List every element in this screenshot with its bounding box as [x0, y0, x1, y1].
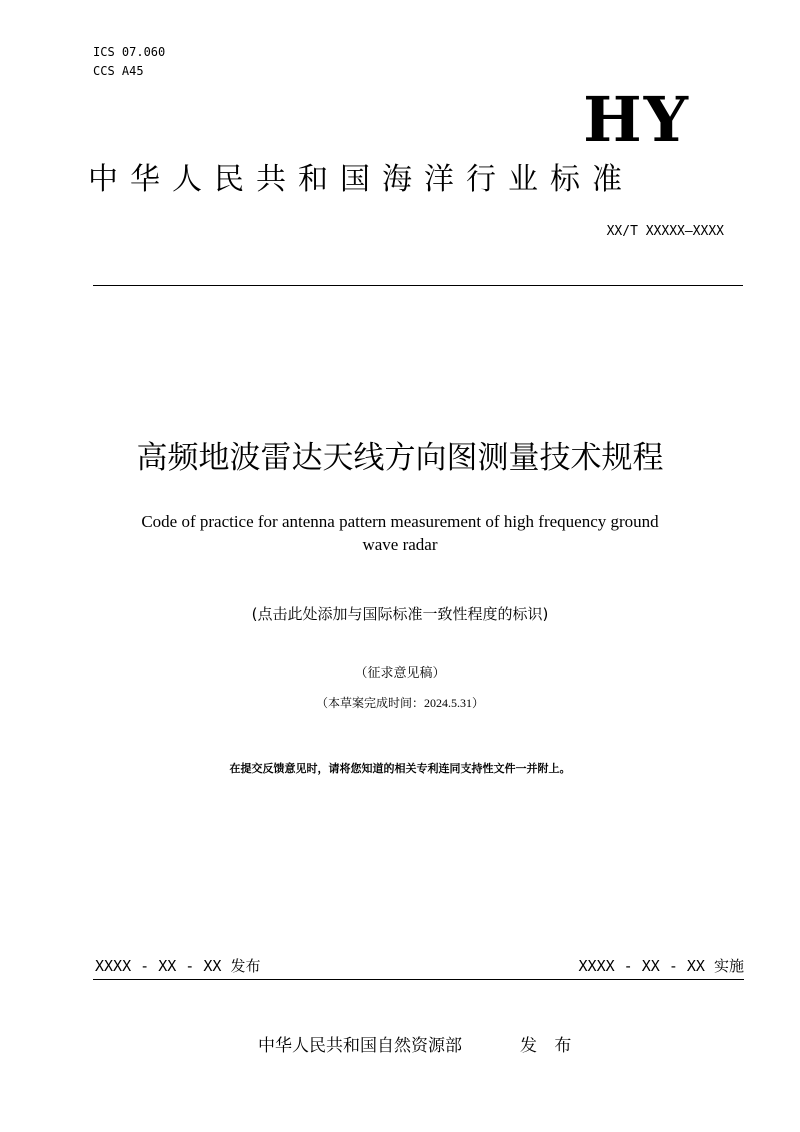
- standard-number: XX/T XXXXX—XXXX: [606, 224, 724, 239]
- document-title-chinese: 高频地波雷达天线方向图测量技术规程: [136, 440, 664, 476]
- issue-date: XXXX - XX - XX 发布: [95, 957, 261, 975]
- draft-status: （征求意见稿）: [354, 665, 446, 680]
- consistency-note: (点击此处添加与国际标准一致性程度的标识): [251, 605, 549, 623]
- bottom-divider: [93, 979, 744, 980]
- english-title-line-1: Code of practice for antenna pattern measurement of high frequency ground: [141, 512, 659, 531]
- document-title-english: [100, 510, 700, 556]
- hy-logo: HY: [583, 83, 690, 156]
- ccs-code: CCS A45: [93, 64, 144, 78]
- issuing-authority: 中华人民共和国自然资源部: [258, 1036, 462, 1056]
- classification-codes: [93, 43, 165, 81]
- implementation-date: XXXX - XX - XX 实施: [578, 957, 744, 975]
- issuing-verb: 发 布: [520, 1036, 578, 1056]
- top-divider: [93, 285, 743, 286]
- english-title-line-2: wave radar: [362, 535, 438, 554]
- industry-standard-heading: 中华人民共和国海洋行业标准: [88, 162, 634, 197]
- patent-notice: 在提交反馈意见时，请将您知道的相关专利连同支持性文件一并附上。: [229, 762, 571, 775]
- ics-code: ICS 07.060: [93, 45, 166, 59]
- completion-date: （本草案完成时间：2024.5.31）: [315, 696, 484, 710]
